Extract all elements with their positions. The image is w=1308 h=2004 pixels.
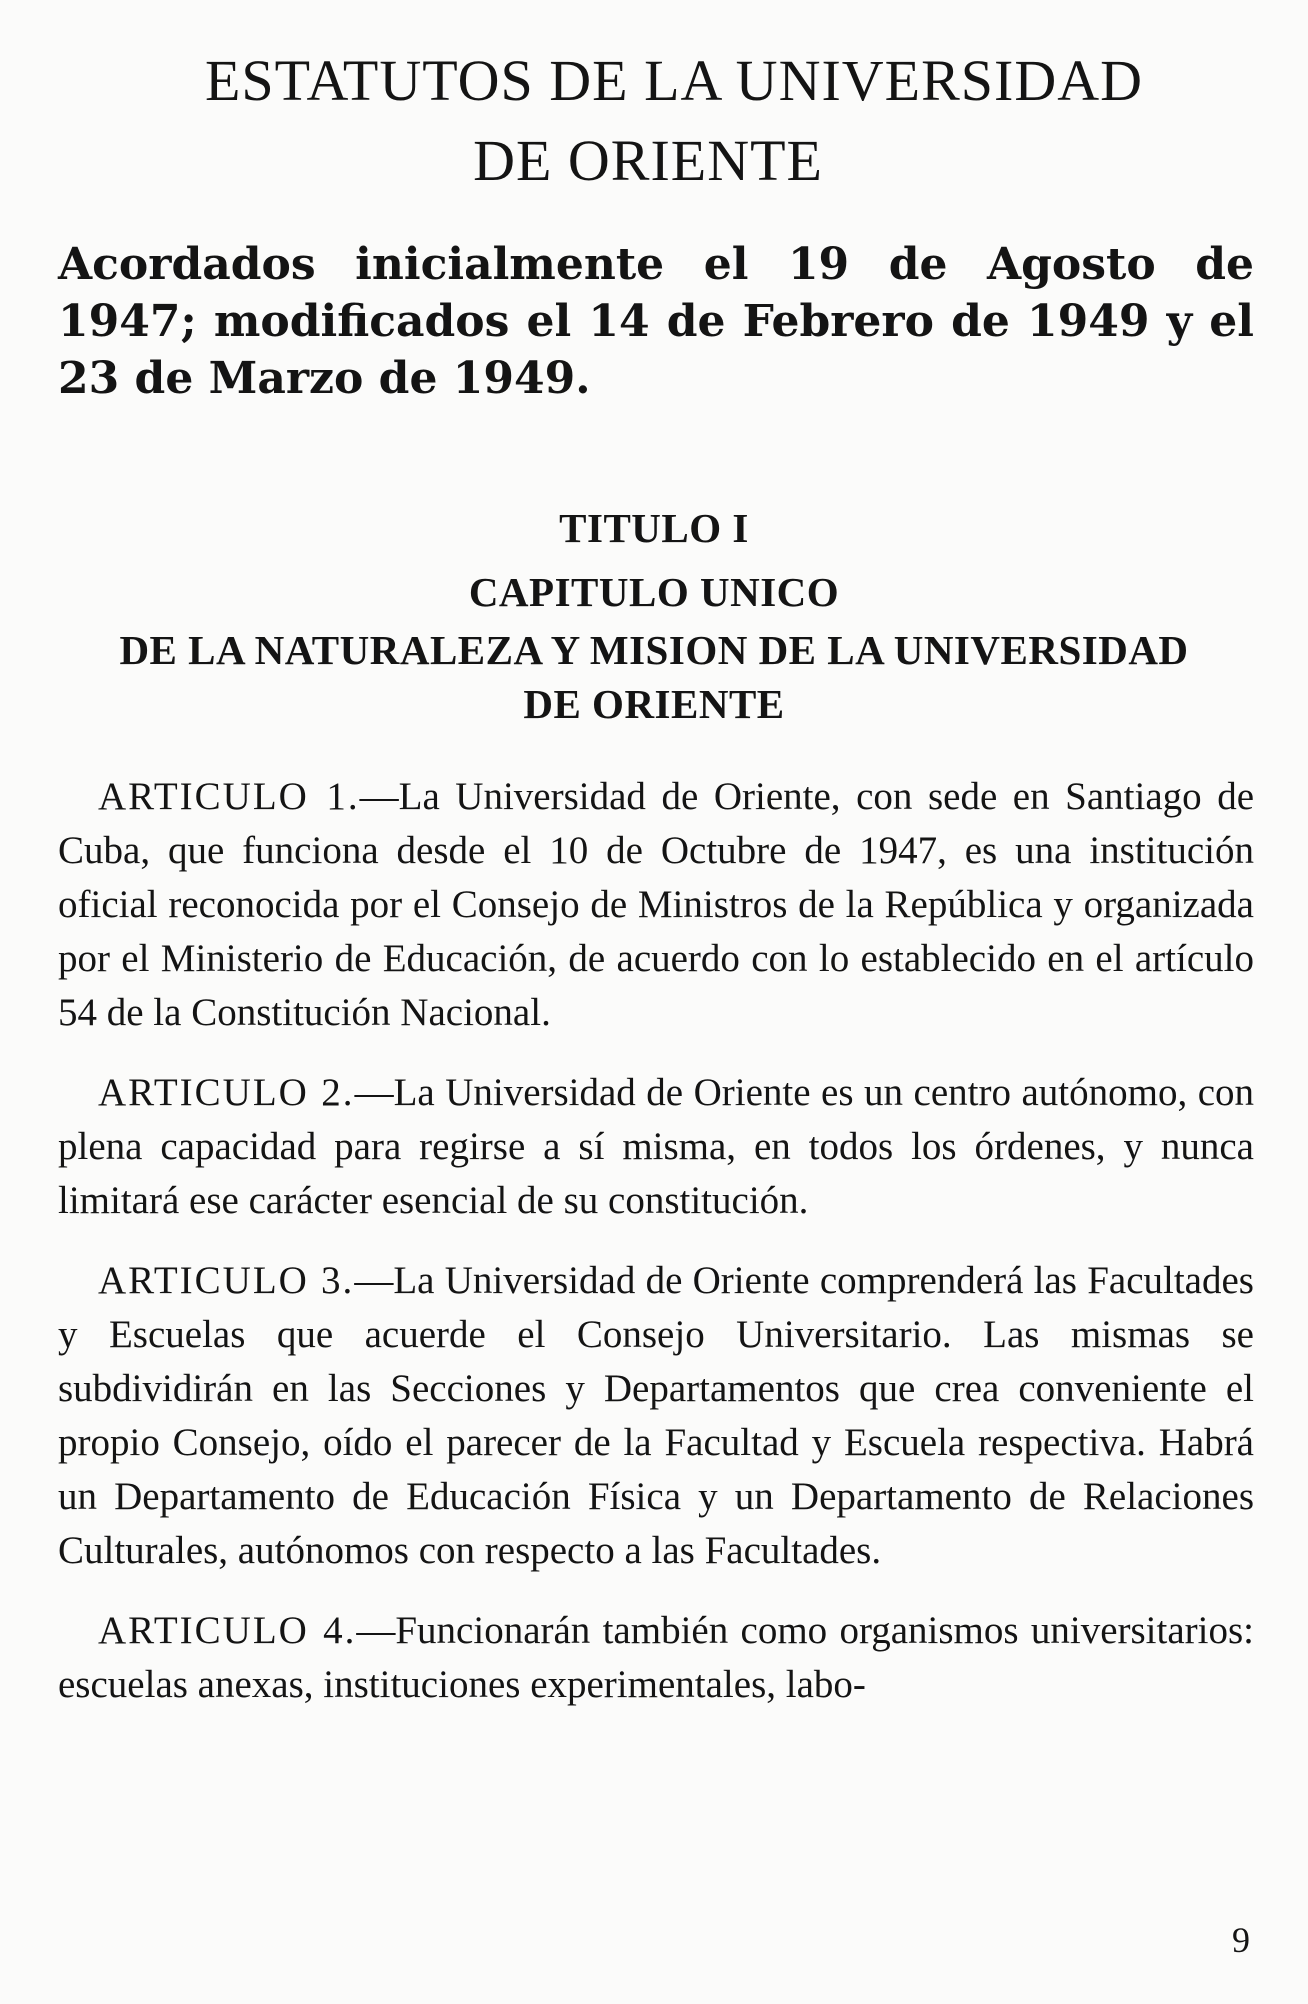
document-subtitle: Acordados inicialmente el 19 de Agosto de 1947; modificados el 14 de Febrero de 1949 y el 23 de Marzo de 1949. [58,239,1254,404]
section-titulo: TITULO I [559,505,749,551]
article-4-text: —Funcionarán también como organismos universitarios: escuelas anexas, instituciones experimentales, labo- [58,1609,1254,1706]
article-3-label: ARTICULO 3. [98,1259,355,1302]
article-4-label: ARTICULO 4. [98,1609,357,1652]
article-1-label: ARTICULO 1. [98,775,360,818]
article-2 [58,1066,1254,1228]
document-title-line-2: DE ORIENTE [473,128,823,193]
article-3 [58,1254,1254,1578]
section-capitulo: CAPITULO UNICO [468,569,840,615]
page-number: 9 [1232,1920,1250,1960]
article-3-text: —La Universidad de Oriente comprenderá las Facultades y Escuelas que acuerde el Consejo Universitario. Las mismas se subdividirán en las Secciones y Departamentos que crea conveniente el propio Consejo, oído el parecer de la Facultad y Escuela respectiva. Habrá un Departamento de Educación Física y un Departamento de Relaciones Culturales, autónomos con respecto a las Facultades. [58,1259,1254,1572]
section-heading-line-1: DE LA NATURALEZA Y MISION DE LA UNIVERSIDAD [119,627,1189,673]
articles-body [58,770,1254,1738]
document-title-line-1: ESTATUTOS DE LA UNIVERSIDAD [204,48,1143,113]
article-1-text: —La Universidad de Oriente, con sede en Santiago de Cuba, que funciona desde el 10 de Octubre de 1947, es una institución oficial reconocida por el Consejo de Ministros de la República y organizada por el Ministerio de Educación, de acuerdo con lo establecido en el artículo 54 de la Constitución Nacional. [58,775,1255,1034]
article-1 [58,770,1254,1040]
section-heading-line-2: DE ORIENTE [523,681,785,727]
article-2-label: ARTICULO 2. [98,1071,355,1114]
article-4 [58,1604,1254,1712]
article-2-text: —La Universidad de Oriente es un centro autónomo, con plena capacidad para regirse a sí misma, en todos los órdenes, y nunca limitará ese carácter esencial de su constitución. [58,1071,1254,1222]
